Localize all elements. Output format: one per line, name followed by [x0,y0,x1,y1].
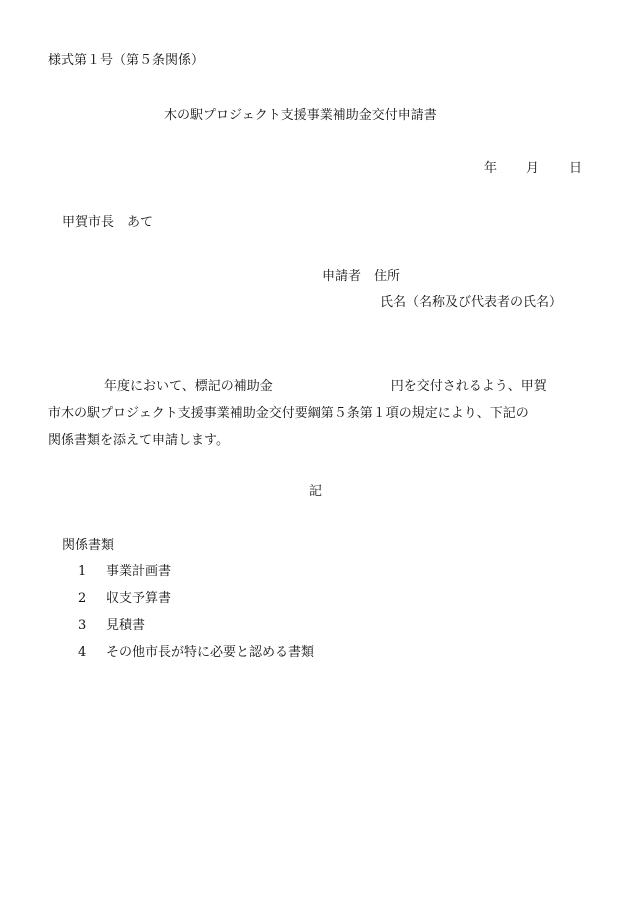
ki-heading: 記 [309,484,323,499]
item-number: 2 [78,591,87,606]
date-month: 月 [526,161,540,176]
statement-part-2: 円を交付されるよう、甲賀 [390,379,547,394]
item-number: 3 [78,618,87,633]
application-statement [48,373,588,454]
statement-line-1 [48,373,588,400]
documents-list [78,563,314,671]
item-number: 1 [78,564,87,579]
date-day: 日 [569,161,583,176]
statement-part-1: 年度において、標記の補助金 [104,379,273,394]
form-number: 様式第１号（第５条関係） [48,53,205,68]
item-label: 収支予算書 [106,591,172,606]
statement-line-3: 関係書類を添えて申請します。 [48,433,229,448]
item-number: 4 [78,645,87,660]
item-label: その他市長が特に必要と認める書類 [106,645,315,660]
statement-line-2: 市木の駅プロジェクト支援事業補助金交付要綱第５条第１項の規定により、下記の [48,406,529,421]
list-item [78,590,314,617]
list-item [78,563,314,590]
documents-heading: 関係書類 [62,538,115,553]
applicant-name-label: 氏名（名称及び代表者の氏名） [380,295,563,310]
item-label: 事業計画書 [106,564,172,579]
addressee: 甲賀市長 あて [62,215,154,230]
applicant-address-label: 申請者 住所 [322,269,401,284]
list-item [78,617,314,644]
item-label: 見積書 [106,618,146,633]
document-title: 木の駅プロジェクト支援事業補助金交付申請書 [164,108,437,123]
date-year: 年 [484,161,498,176]
list-item [78,644,314,671]
